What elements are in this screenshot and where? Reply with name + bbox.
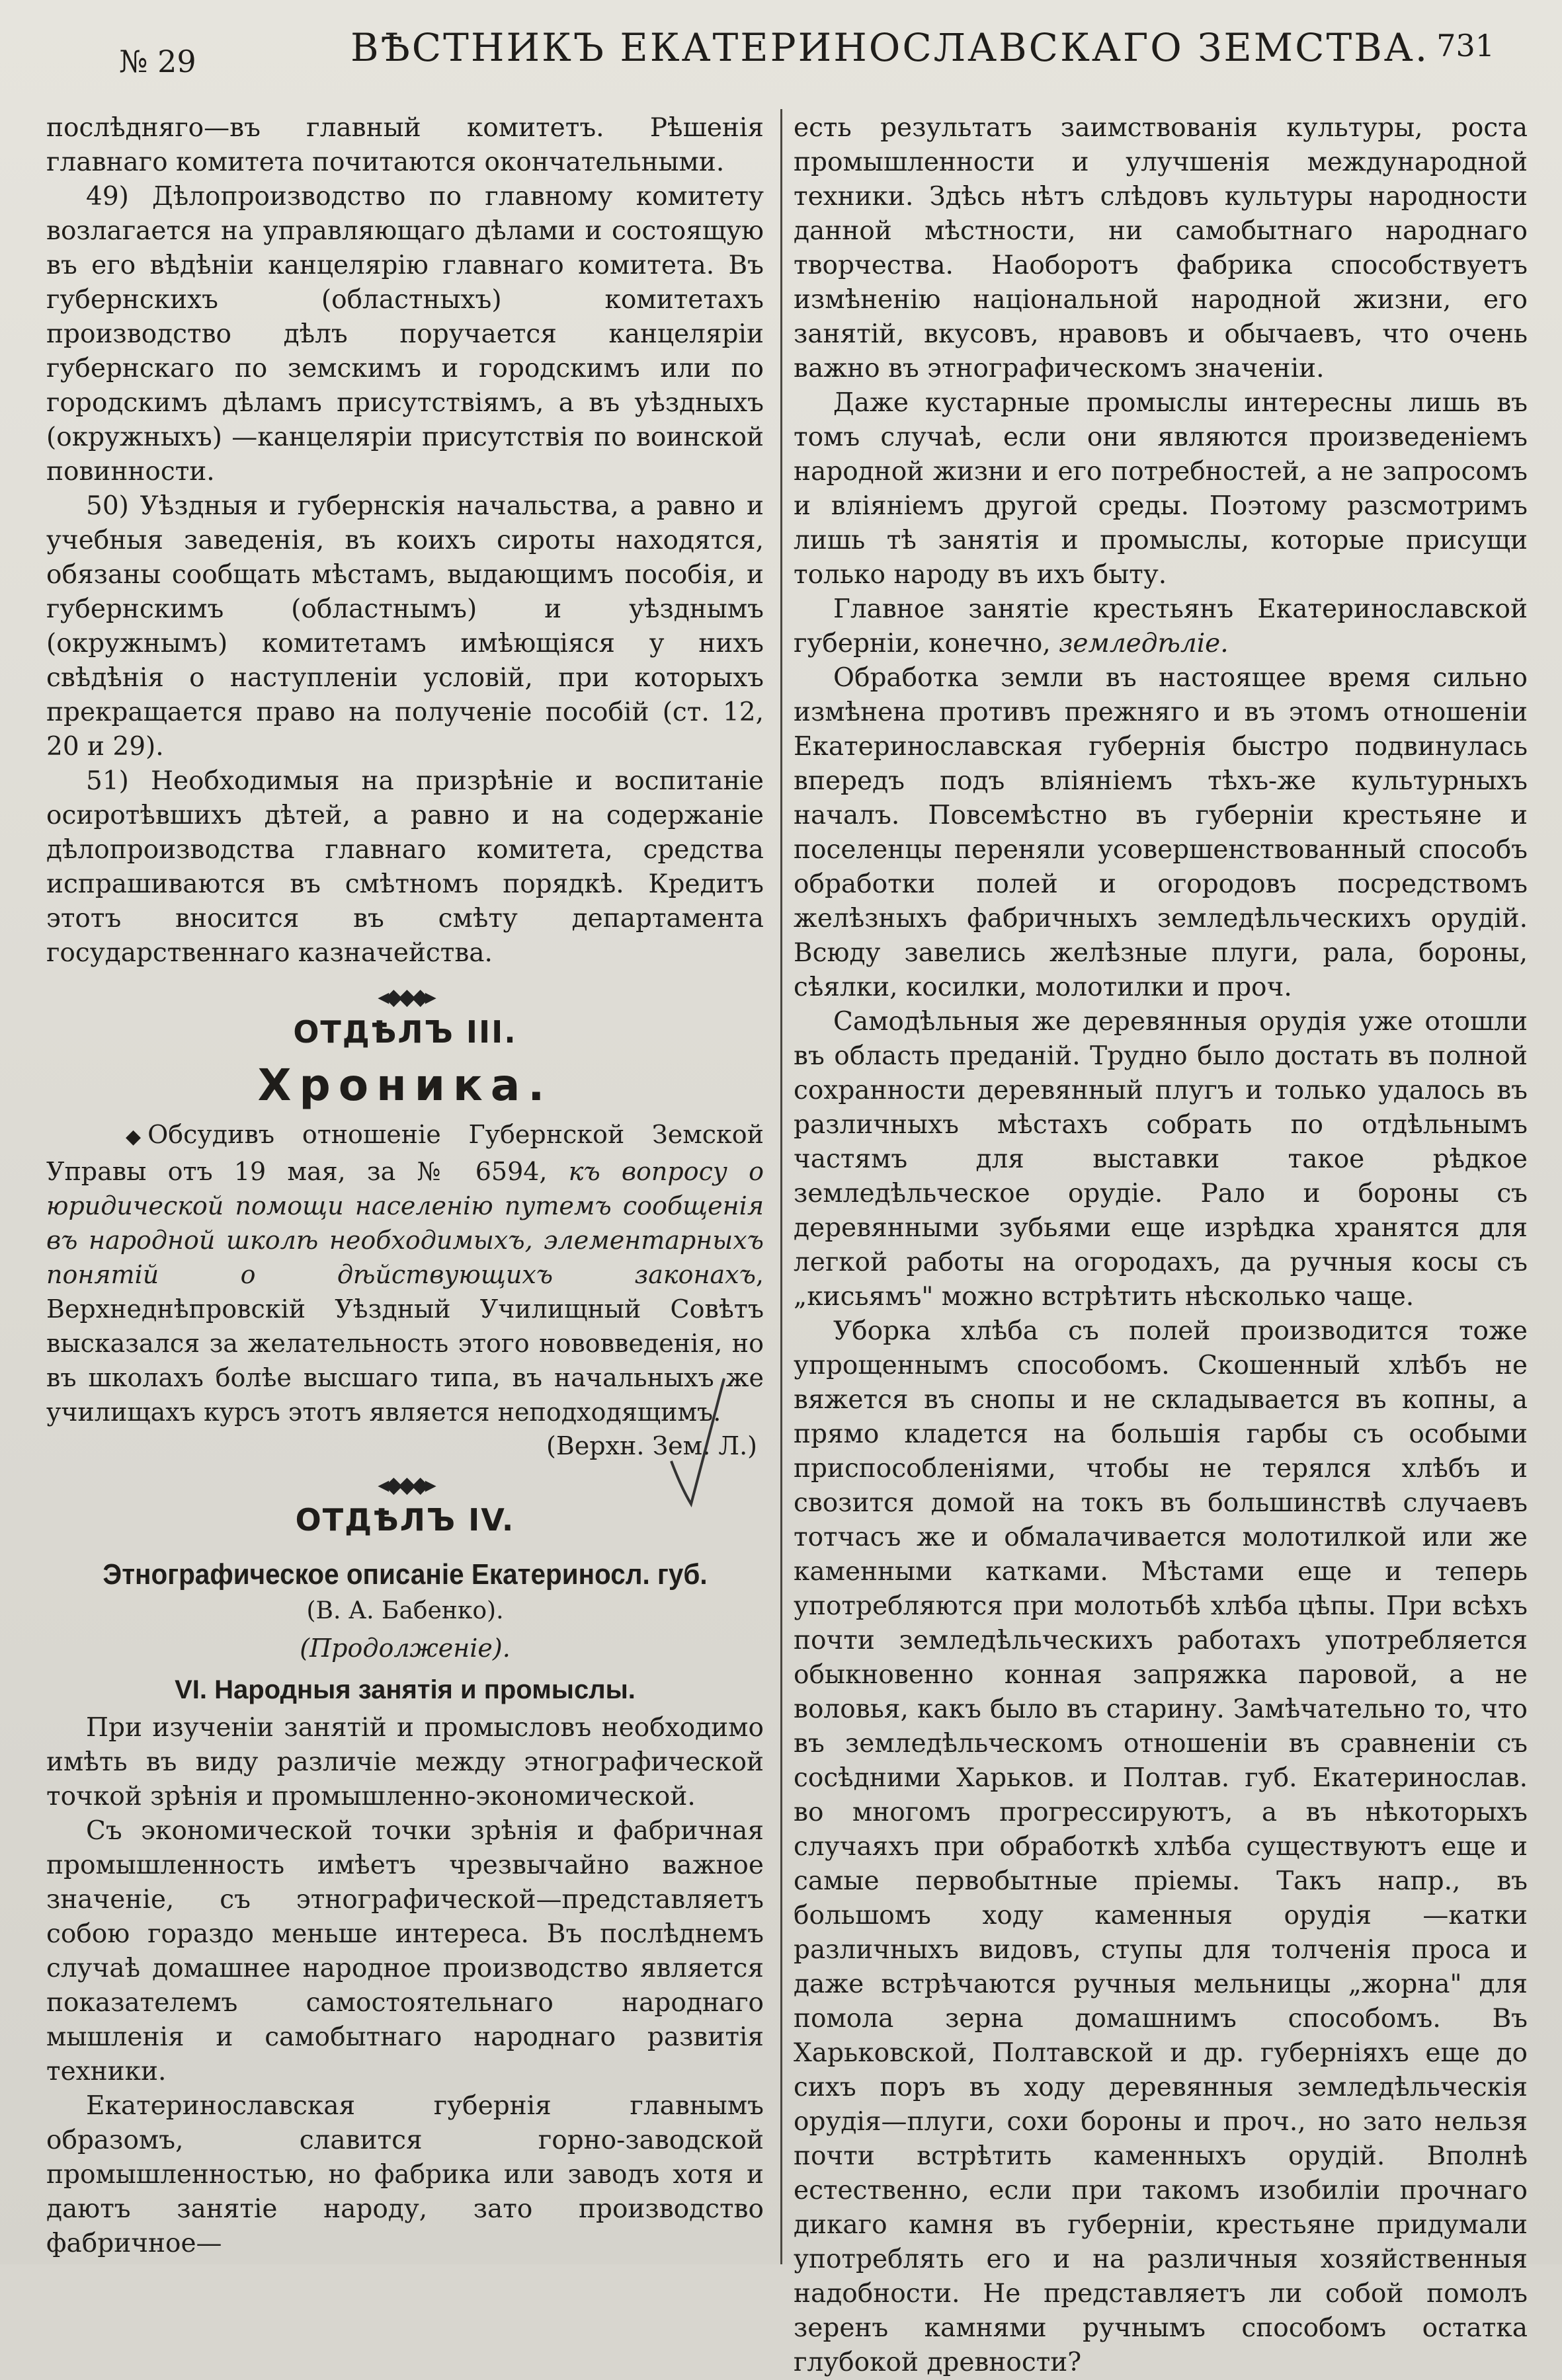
paragraph-51: 51) Необходимыя на призрѣніе и воспитаніе осиротѣвшихъ дѣтей, а равно и на содержаніе дѣлопроизводства главнаго комитета, средства испрашиваются въ смѣтномъ порядкѣ. Кредитъ этотъ вносится въ смѣту департамента государственнаго казначейства. bbox=[46, 766, 764, 968]
chronicle-item bbox=[46, 1117, 764, 1429]
section-ornament-2: ◂◆◆◆▸ bbox=[378, 1471, 432, 1498]
page-header bbox=[119, 13, 1495, 93]
agriculture-term: земледѣліе. bbox=[1059, 629, 1229, 658]
article-author: (В. А. Бабенко). bbox=[306, 1597, 504, 1624]
section-ornament: ◂◆◆◆▸ bbox=[378, 984, 432, 1010]
right-paragraph-3-text: Главное занятіе крестьянъ Екатеринославской губерніи, конечно, bbox=[794, 594, 1528, 658]
right-paragraph-6: Уборка хлѣба съ полей производится тоже упрощеннымъ способомъ. Скошенный хлѣбъ не вяжется въ снопы и не складывается въ копны, а прямо кладется на большія гарбы съ особыми приспособленіями, чтобы не терялся хлѣбъ и свозится домой на токъ въ большинствѣ случаевъ тотчасъ же и обмалачивается молотилкой или же каменными катками. Мѣстами еще и теперь употребляются при молотьбѣ хлѣба цѣпы. При всѣхъ почти земледѣльческихъ работахъ употребляется обыкновенно конная запряжка паровой, а не воловья, какъ было въ старину. Замѣчательно то, что въ земледѣльческомъ отношеніи въ сравненіи съ сосѣдними Харьков. и Полтав. губ. Екатеринослав. во многомъ прогрессируютъ, а въ нѣкоторыхъ случаяхъ при обработкѣ хлѣба существуютъ еще и самые первобытные пріемы. Такъ напр., въ большомъ ходу каменныя орудія —катки различныхъ видовъ, ступы для толченія проса и даже встрѣчаются ручныя мельницы „жорна" для помола зерна домашнимъ способомъ. Въ Харьковской, Полтавской и др. губерніяхъ еще до сихъ поръ въ ходу деревянныя земледѣльческія орудія—плуги, сохи бороны и проч., но зато нельзя почти встрѣтить каменныхъ орудій. Вполнѣ естественно, если при такомъ изобиліи прочнаго дикаго камня въ губерніи, крестьяне придумали употреблять его и на различныя хозяйственныя надобности. Не представляетъ ли собой помолъ зеренъ камнями ручнымъ способомъ остатка глубокой древности? bbox=[794, 1316, 1528, 2377]
chapter-heading: VI. Народныя занятія и промыслы. bbox=[175, 1675, 636, 1704]
chronicle-source: (Верхн. Зем. Л.) bbox=[546, 1431, 757, 1460]
left-column bbox=[46, 111, 764, 2261]
continued-label: (Продолженіе). bbox=[300, 1633, 511, 1663]
right-paragraph-3 bbox=[794, 592, 1528, 661]
section-heading-4: ОТДѢЛЪ IV. bbox=[295, 1501, 515, 1538]
article-title: Этнографическое описаніе Екатериносл. губ. bbox=[103, 1558, 708, 1591]
chronicle-italic-topic: къ вопросу о юридической помощи населенію путемъ сообщенія въ народной школѣ необходимыхъ, элементарныхъ понятій о дѣйствующихъ законахъ bbox=[46, 1156, 764, 1289]
paragraph-50: 50) Уѣздныя и губернскія начальства, а равно и учебныя заведенія, въ коихъ сироты находятся, обязаны сообщать мѣстамъ, выдающимъ пособія, и губернскимъ (областнымъ) и уѣзднымъ (окружнымъ) комитетамъ имѣющіяся у нихъ свѣдѣнія о наступленіи условій, при которыхъ прекращается право на полученіе пособій (ст. 12, 20 и 29). bbox=[46, 491, 764, 762]
chronicle-text-1: Обсудивъ отношеніе Губернской Земской Управы отъ 19 мая, за № 6594, bbox=[46, 1120, 764, 1186]
right-paragraph-4: Обработка земли въ настоящее время сильно измѣнена противъ прежняго и въ этомъ отношеніи Екатеринославская губернія быстро подвинулась впередъ подъ вліяніемъ тѣхъ-же культурныхъ началъ. Повсемѣстно въ губерніи крестьяне и поселенцы переняли усовершенствованный способъ обработки полей и огородовъ посредствомъ желѣзныхъ фабричныхъ земледѣльческихъ орудій. Всюду завелись желѣзные плуги, рала, бороны, сѣялки, косилки, молотилки и проч. bbox=[794, 663, 1528, 1002]
section-heading-3: ОТДѢЛЪ III. bbox=[293, 1014, 517, 1050]
issue-number: № 29 bbox=[119, 44, 196, 79]
right-column bbox=[794, 111, 1528, 2380]
handwritten-check-mark bbox=[668, 1375, 727, 1507]
right-paragraph-1: есть результатъ заимствованія культуры, роста промышленности и улучшенія международной техники. Здѣсь нѣтъ слѣдовъ культуры народности данной мѣстности, ни самобытнаго народнаго творчества. Наоборотъ фабрика способствуетъ измѣненію національной народной жизни, его занятій, вкусовъ, нравовъ и обычаевъ, что очень важно въ этнографическомъ значеніи. bbox=[794, 113, 1528, 383]
publication-title: ВѢСТНИКЪ ЕКАТЕРИНОСЛАВСКАГО ЗЕМСТВА. bbox=[350, 25, 1430, 70]
article-paragraph-1: При изученіи занятій и промысловъ необходимо имѣть въ виду различіе между этнографической точкой зрѣнія и промышленно-экономической. bbox=[46, 1712, 764, 1811]
right-paragraph-2: Даже кустарные промыслы интересны лишь въ томъ случаѣ, если они являются произведеніемъ народной жизни и его потребностей, а не запросомъ и вліяніемъ другой среды. Поэтому разсмотримъ лишь тѣ занятія и промыслы, которые присущи только народу въ ихъ быту. bbox=[794, 388, 1528, 590]
right-paragraph-5: Самодѣльныя же деревянныя орудія уже отошли въ область преданій. Трудно было достать въ полной сохранности деревянный плугъ и только удалось въ различныхъ мѣстахъ собрать по отдѣльнымъ частямъ для выставки такое рѣдкое земледѣльческое орудіе. Рало и бороны съ деревянными зубьями еще изрѣдка хранятся для легкой работы на огородахъ, да ручныя косы съ „кисьямъ" можно встрѣтить нѣсколько чаще. bbox=[794, 1007, 1528, 1312]
paragraph-continuation: послѣдняго—въ главный комитетъ. Рѣшенія главнаго комитета почитаются окончательными. bbox=[46, 113, 764, 177]
page-number: 731 bbox=[1436, 28, 1495, 63]
column-divider bbox=[780, 109, 782, 2264]
paragraph-49: 49) Дѣлопроизводство по главному комитету возлагается на управляющаго дѣлами и состоящую въ его вѣдѣніи канцелярію главнаго комитета. Въ губернскихъ (областныхъ) комитетахъ производство дѣлъ поручается канцеляріи губернскаго по земскимъ и городскимъ или по городскимъ дѣламъ присутствіямъ, а въ уѣздныхъ (окружныхъ) —канцеляріи присутствія по воинской повинности. bbox=[46, 182, 764, 487]
chronicle-bullet-icon: ◆ bbox=[126, 1125, 142, 1148]
chronicle-text-2: , Верхнеднѣпровскій Уѣздный Училищный Совѣтъ высказался за желательность этого нововведенія, но въ школахъ болѣе высшаго типа, въ начальныхъ же училищахъ курсъ этотъ является неподходящимъ. bbox=[46, 1259, 764, 1427]
article-paragraph-2: Съ экономической точки зрѣнія и фабричная промышленность имѣетъ чрезвычайно важное значеніе, съ этнографической—представляетъ собою гораздо меньше интереса. Въ послѣднемъ случаѣ домашнее народное производство является показателемъ самостоятельнаго народнаго мышленія и самобытнаго народнаго развитія техники. bbox=[46, 1815, 764, 2086]
article-paragraph-3: Екатеринославская губернія главнымъ образомъ, славится горно-заводской промышленностью, но фабрика или заводъ хотя и даютъ занятіе народу, зато производство фабричное— bbox=[46, 2090, 764, 2258]
chronicle-heading: Хроника. bbox=[257, 1060, 553, 1111]
